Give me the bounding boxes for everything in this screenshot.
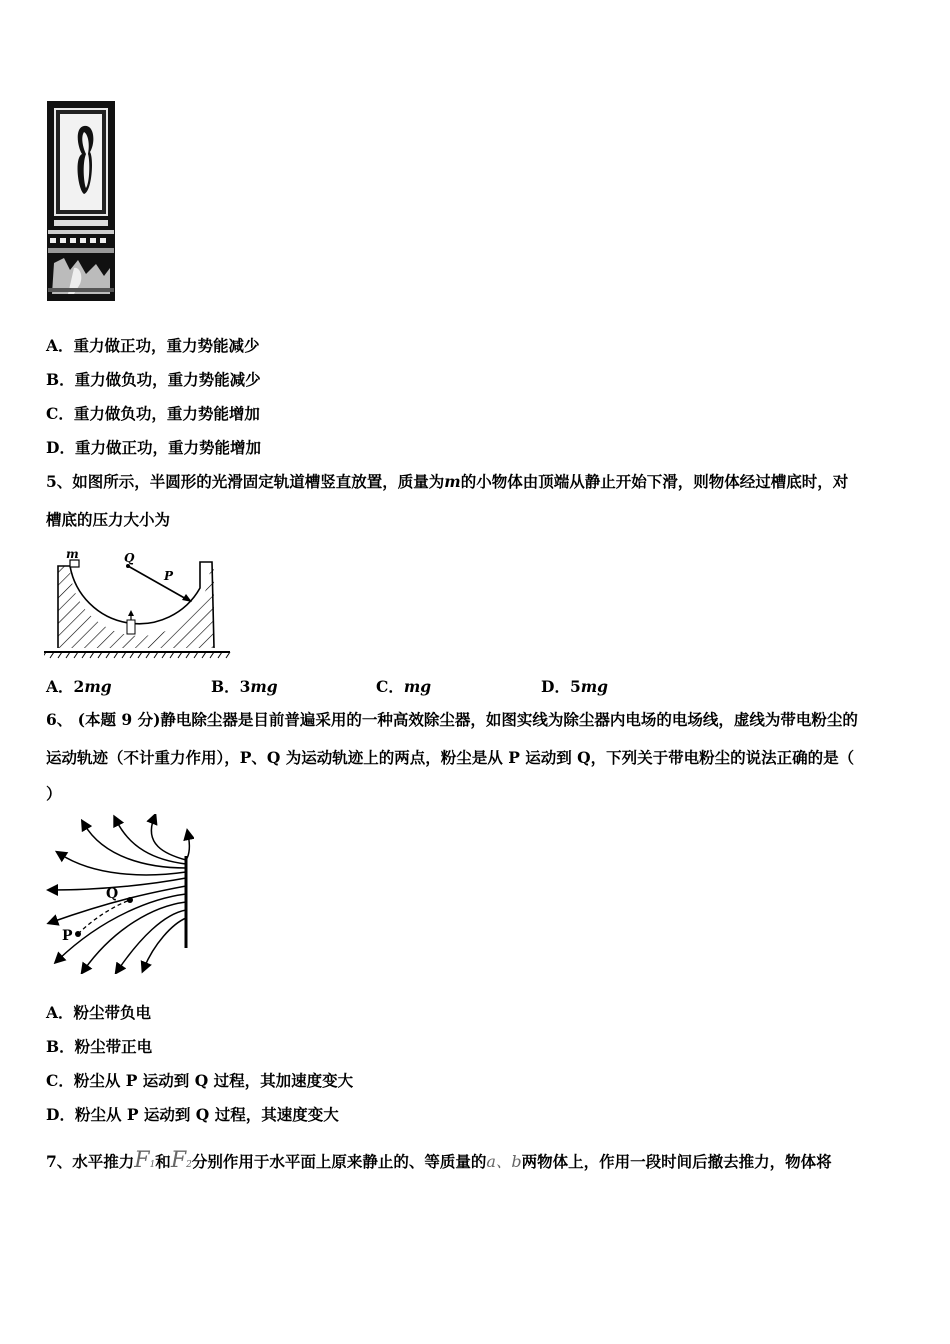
q6-stem-line3: ）: [46, 784, 62, 803]
option-letter: C．: [46, 404, 74, 423]
option-letter: D．: [46, 1105, 75, 1124]
q5-stem-line1: [46, 472, 848, 492]
option-letter: D．: [541, 677, 570, 696]
label-P: P: [164, 569, 174, 583]
q6-option-a: [46, 1003, 151, 1023]
q4-option-b: [46, 370, 261, 390]
q4-option-c: [46, 404, 260, 424]
q7-stem-text: 和: [155, 1152, 171, 1171]
field-line: [52, 878, 186, 890]
q5-stem-line2: 槽底的压力大小为: [46, 510, 171, 529]
q7-subscript-1: 1: [149, 1160, 156, 1170]
point-Q: [127, 897, 133, 903]
field-line: [144, 918, 186, 968]
q5-figure-track: [44, 548, 234, 662]
q5-stem-text: 5、如图所示，半圆形的光滑固定轨道槽竖直放置，质量为: [46, 472, 445, 491]
option-letter: B．: [46, 370, 75, 389]
q5-option-d: [541, 677, 608, 697]
field-line: [84, 902, 186, 970]
option-unit: mg: [403, 677, 432, 696]
option-text: 粉尘带负电: [73, 1003, 152, 1022]
q7-symbol-a: a: [486, 1152, 496, 1171]
label-Q: Q: [106, 886, 119, 902]
option-unit: mg: [84, 677, 112, 696]
q6-option-c: [46, 1071, 353, 1091]
field-line: [58, 894, 186, 960]
label-m: m: [66, 548, 79, 561]
point-P: [75, 931, 81, 937]
option-text: 重力做正功，重力势能增加: [74, 438, 261, 457]
q7-stem-text: 分别作用于水平面上原来静止的、等质量的: [191, 1152, 487, 1171]
option-letter: D．: [46, 438, 75, 457]
option-num: 2: [73, 677, 85, 696]
q5-stem-text: 的小物体由顶端从静止开始下滑，则物体经过槽底时，对: [460, 472, 849, 491]
bottom-block-icon: [127, 620, 135, 634]
option-text: 粉尘从 P 运动到 Q 过程，其加速度变大: [73, 1071, 354, 1090]
option-letter: C．: [376, 677, 404, 696]
q7-stem-text: 两物体上，作用一段时间后撤去推力，物体将: [521, 1152, 832, 1171]
label-Q: Q: [124, 551, 135, 565]
option-unit: mg: [580, 677, 608, 696]
q7-symbol-b: b: [511, 1152, 522, 1171]
q7-subscript-2: 2: [186, 1160, 192, 1170]
option-num: 3: [239, 677, 251, 696]
q6-option-b: [46, 1037, 152, 1057]
option-letter: A．: [46, 677, 74, 696]
q5-option-b: [211, 677, 278, 697]
label-P: P: [62, 928, 73, 944]
option-letter: B．: [211, 677, 240, 696]
q4-option-a: [46, 336, 260, 356]
q6-stem-line1: 6、 (本题 9 分)静电除尘器是目前普遍采用的一种高效除尘器，如图实线为除尘器内电场的电场线，虚线为带电粉尘的: [46, 710, 858, 729]
q7-force-symbol-F1: F: [134, 1148, 150, 1173]
option-unit: mg: [250, 677, 278, 696]
option-text: 重力做正功，重力势能减少: [73, 336, 260, 355]
q6-stem-line2: 运动轨迹（不计重力作用），P、Q 为运动轨迹上的两点，粉尘是从 P 运动到 Q，下列关于带电粉尘的说法正确的是（: [46, 748, 855, 767]
option-text: 重力做负功，重力势能增加: [73, 404, 260, 423]
option-letter: B．: [46, 1037, 75, 1056]
q7-stem-text: 7、水平推力: [46, 1152, 135, 1171]
field-line: [151, 818, 186, 860]
q5-option-c: [376, 677, 431, 697]
option-letter: A．: [46, 336, 74, 355]
q6-option-d: [46, 1105, 339, 1125]
q6-figure-field-lines: [44, 814, 194, 974]
option-letter: A．: [46, 1003, 74, 1022]
q5-mass-symbol: m: [444, 472, 461, 491]
field-line: [118, 910, 186, 970]
q4-figure-image: [44, 98, 118, 304]
q5-option-a: [46, 677, 112, 697]
option-text: 粉尘从 P 运动到 Q 过程，其速度变大: [74, 1105, 339, 1124]
q7-force-symbol-F2: F: [170, 1148, 187, 1173]
option-letter: C．: [46, 1071, 74, 1090]
option-text: 重力做负功，重力势能减少: [74, 370, 261, 389]
q7-stem-line1: [46, 1146, 832, 1180]
small-block-icon: [70, 560, 79, 567]
q4-option-d: [46, 438, 261, 458]
option-num: 5: [569, 677, 581, 696]
q7-separator: 、: [495, 1153, 512, 1171]
option-text: 粉尘带正电: [74, 1037, 153, 1056]
